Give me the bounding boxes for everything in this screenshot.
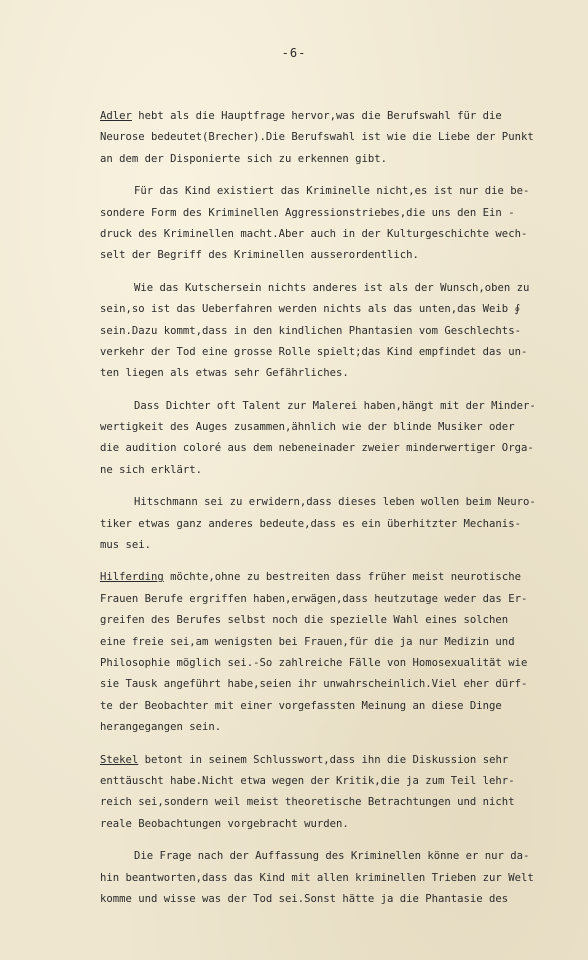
text-line <box>100 589 560 610</box>
line-text: ne sich erklärt. <box>100 463 203 476</box>
text-line <box>100 438 560 459</box>
text-line <box>100 342 560 363</box>
line-text: sein,so ist das Ueberfahren werden nichts als das unten,das Weib ∮ <box>100 303 521 316</box>
paragraph <box>100 278 560 385</box>
line-text: Wie das Kutschersein nichts anderes ist als der Wunsch,oben zu <box>134 281 530 294</box>
page-number: -6- <box>281 46 307 60</box>
line-text: sie Tausk angeführt habe,seien ihr unwahrscheinlich.Viel eher dürf- <box>100 678 528 691</box>
text-line <box>100 674 560 695</box>
text-line <box>100 460 560 481</box>
line-text: Neurose bedeutet(Brecher).Die Berufswahl ist wie die Liebe der Punkt <box>100 131 534 144</box>
text-line <box>100 321 560 342</box>
text-line <box>100 889 560 910</box>
text-line <box>100 106 560 127</box>
line-text: Hitschmann sei zu erwidern,dass dieses leben wollen beim Neuro- <box>134 496 536 509</box>
paragraph-gap <box>100 267 560 278</box>
text-line <box>100 632 560 653</box>
line-text: selt der Begriff des Kriminellen ausserordentlich. <box>100 249 419 262</box>
paragraph <box>100 846 560 910</box>
text-line <box>100 181 560 202</box>
line-text: te der Beobachter mit einer vorgefassten Meinung an diese Dinge <box>100 699 502 712</box>
text-line <box>100 492 560 513</box>
line-text: die audition coloré aus dem nebeneinader zweier minderwertiger Orga- <box>100 442 534 455</box>
line-text: an dem der Disponierte sich zu erkennen gibt. <box>100 152 388 165</box>
text-line <box>100 417 560 438</box>
paragraph-gap <box>100 385 560 396</box>
paragraph <box>100 396 560 482</box>
line-text: hin beantworten,dass das Kind mit allen kriminellen Trieben zur Welt <box>100 871 534 884</box>
line-text: eine freie sei,am wenigsten bei Frauen,für die ja nur Medizin und <box>100 635 515 648</box>
line-text: verkehr der Tod eine grosse Rolle spielt;das Kind empfindet das un- <box>100 345 528 358</box>
text-line <box>100 610 560 631</box>
paragraph <box>100 181 560 267</box>
typewritten-text <box>100 106 560 910</box>
speaker-name: Adler <box>100 110 132 122</box>
line-text: betont in seinem Schlusswort,dass ihn die Diskussion sehr <box>138 753 509 766</box>
text-line <box>100 149 560 170</box>
text-line <box>100 846 560 867</box>
line-text: Dass Dichter oft Talent zur Malerei haben,hängt mit der Minder- <box>134 399 536 412</box>
text-line <box>100 750 560 771</box>
text-line <box>100 224 560 245</box>
paragraph <box>100 492 560 556</box>
text-line <box>100 653 560 674</box>
line-text: wertigkeit des Auges zusammen,ähnlich wie der blinde Musiker oder <box>100 421 515 434</box>
paragraph-gap <box>100 556 560 567</box>
line-text: tiker etwas ganz anderes bedeute,dass es ein überhitzter Mechanis- <box>100 517 521 530</box>
text-line <box>100 567 560 588</box>
paragraph-gap <box>100 170 560 181</box>
text-line <box>100 363 560 384</box>
text-line <box>100 278 560 299</box>
line-text: herangegangen sein. <box>100 721 222 734</box>
text-line <box>100 299 560 320</box>
speaker-name: Stekel <box>100 753 139 766</box>
text-line <box>100 127 560 148</box>
line-text: möchte,ohne zu bestreiten dass früher meist neurotische <box>163 571 521 584</box>
line-text: reale Beobachtungen vorgebracht wurden. <box>100 817 349 830</box>
paragraph-gap <box>100 481 560 492</box>
line-text: komme und wisse was der Tod sei.Sonst hätte ja die Phantasie des <box>100 892 509 905</box>
line-text: reich sei,sondern weil meist theoretische Betrachtungen und nicht <box>100 796 515 809</box>
text-line <box>100 396 560 417</box>
line-text: Die Frage nach der Auffassung des Kriminellen könne er nur da- <box>134 850 530 863</box>
text-line <box>100 535 560 556</box>
text-line <box>100 771 560 792</box>
line-text: enttäuscht habe.Nicht etwa wegen der Kritik,die ja zum Teil lehr- <box>100 774 515 787</box>
text-line <box>100 792 560 813</box>
text-line <box>100 868 560 889</box>
text-line <box>100 717 560 738</box>
line-text: sondere Form des Kriminellen Aggressionstriebes,die uns den Ein - <box>100 206 515 219</box>
text-line <box>100 814 560 835</box>
paragraph-gap <box>100 739 560 750</box>
line-text: sein.Dazu kommt,dass in den kindlichen Phantasien vom Geschlechts- <box>100 324 521 337</box>
text-line <box>100 203 560 224</box>
line-text: Für das Kind existiert das Kriminelle nicht,es ist nur die be- <box>134 185 530 198</box>
text-line <box>100 514 560 535</box>
line-text: greifen des Berufes selbst noch die spezielle Wahl eines solchen <box>100 614 509 627</box>
paragraph-gap <box>100 835 560 846</box>
line-text: ten liegen als etwas sehr Gefährliches. <box>100 367 349 380</box>
text-line <box>100 696 560 717</box>
line-text: druck des Kriminellen macht.Aber auch in der Kulturgeschichte wech- <box>100 227 528 240</box>
text-line <box>100 245 560 266</box>
line-text: mus sei. <box>100 539 152 552</box>
paragraph <box>100 106 560 170</box>
line-text: Philosophie möglich sei.-So zahlreiche Fälle von Homosexualität wie <box>100 656 528 669</box>
paragraph <box>100 567 560 738</box>
speaker-name: Hilferding <box>100 571 164 584</box>
paragraph <box>100 750 560 836</box>
line-text: Frauen Berufe ergriffen haben,erwägen,dass heutzutage weder das Er- <box>100 592 528 605</box>
line-text: hebt als die Hauptfrage hervor,was die Berufswahl für die <box>131 110 502 122</box>
